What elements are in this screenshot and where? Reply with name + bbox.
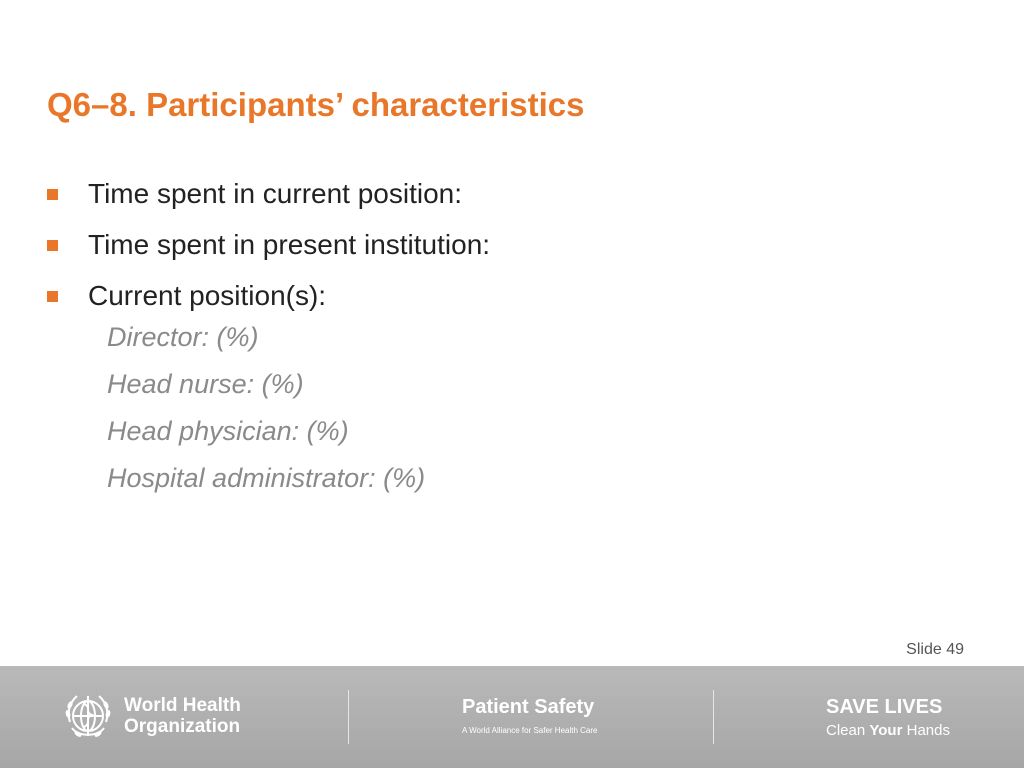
slide-number: Slide 49 (906, 641, 964, 658)
bullet-text: Current position(s): (88, 279, 327, 311)
sub-item: Head nurse: (%) (107, 369, 304, 399)
patient-safety-title: Patient Safety (462, 696, 595, 718)
bullet-text: Time spent in current position: (88, 177, 463, 209)
save-lives-logo (826, 696, 950, 739)
save-lives-your: Your (869, 722, 903, 739)
bullet-list (47, 168, 490, 321)
bullet-item (47, 168, 490, 219)
patient-safety-subtitle: A World Alliance for Safer Health Care (462, 726, 598, 735)
sub-item: Hospital administrator: (%) (107, 463, 426, 493)
save-lives-hands: Hands (906, 722, 950, 739)
who-wordmark (124, 695, 241, 737)
who-line-1: World Health (124, 695, 241, 716)
bullet-square-icon (47, 291, 58, 302)
sub-item-list (107, 314, 425, 502)
bullet-square-icon (47, 240, 58, 251)
save-lives-title: SAVE LIVES (826, 696, 943, 718)
slide-title: Q6–8. Participants’ characteristics (47, 86, 585, 123)
who-emblem-icon (58, 686, 118, 746)
patient-safety-logo (462, 696, 597, 735)
footer-divider (713, 690, 714, 744)
sub-item: Head physician: (%) (107, 416, 349, 446)
bullet-square-icon (47, 189, 58, 200)
footer-divider (348, 690, 349, 744)
who-line-2: Organization (124, 716, 241, 737)
save-lives-clean: Clean (826, 722, 866, 739)
sub-item: Director: (%) (107, 322, 259, 352)
save-lives-subtitle (826, 722, 950, 739)
bullet-item (47, 219, 490, 270)
bullet-text: Time spent in present institution: (88, 228, 491, 260)
footer-bar (0, 666, 1024, 768)
who-logo (58, 686, 241, 746)
